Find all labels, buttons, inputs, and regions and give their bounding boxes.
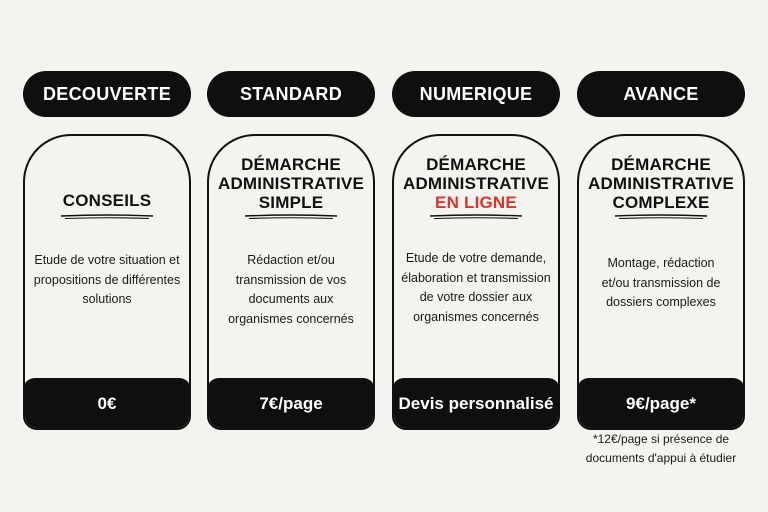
- title-line: SIMPLE: [258, 193, 324, 212]
- plan-card: [392, 134, 560, 430]
- price-badge: Devis personnalisé: [392, 378, 560, 430]
- title-line: DÉMARCHE: [611, 155, 711, 174]
- brush-underline-icon: [613, 214, 709, 220]
- price-badge: 7€/page: [207, 378, 375, 430]
- title-line: ADMINISTRATIVE: [402, 174, 550, 193]
- plan-card: [577, 134, 745, 430]
- tier-label: DECOUVERTE: [23, 71, 191, 117]
- title-line: CONSEILS: [62, 191, 152, 210]
- title-line: ADMINISTRATIVE: [587, 174, 735, 193]
- plan-title: [209, 155, 373, 212]
- plan-description: Montage, rédaction et/ou transmission de dossiers complexes: [601, 256, 721, 309]
- plan-title: [579, 155, 743, 212]
- price-footnote: *12€/page si présence de documents d'appui à étudier: [585, 432, 737, 465]
- title-line: COMPLEXE: [612, 193, 710, 212]
- plan-title: [394, 155, 558, 212]
- plan-description: Etude de votre demande, élaboration et transmission de votre dossier aux organismes concernés: [401, 251, 551, 324]
- plan-title: [25, 191, 189, 210]
- price-badge: 9€/page*: [577, 378, 745, 430]
- brush-underline-icon: [243, 214, 339, 220]
- title-line: DÉMARCHE: [241, 155, 341, 174]
- tier-label: NUMERIQUE: [392, 71, 560, 117]
- brush-underline-icon: [59, 214, 155, 220]
- plan-card: [207, 134, 375, 430]
- brush-underline-icon: [428, 214, 524, 220]
- plan-description: Etude de votre situation et propositions de différentes solutions: [33, 253, 181, 306]
- tier-label: STANDARD: [207, 71, 375, 117]
- tier-label: AVANCE: [577, 71, 745, 117]
- title-highlight: EN LIGNE: [435, 193, 517, 212]
- title-line: ADMINISTRATIVE: [217, 174, 365, 193]
- title-line: DÉMARCHE: [426, 155, 526, 174]
- plan-card: [23, 134, 191, 430]
- plan-description: Rédaction et/ou transmission de vos documents aux organismes concernés: [228, 253, 354, 326]
- price-badge: 0€: [23, 378, 191, 430]
